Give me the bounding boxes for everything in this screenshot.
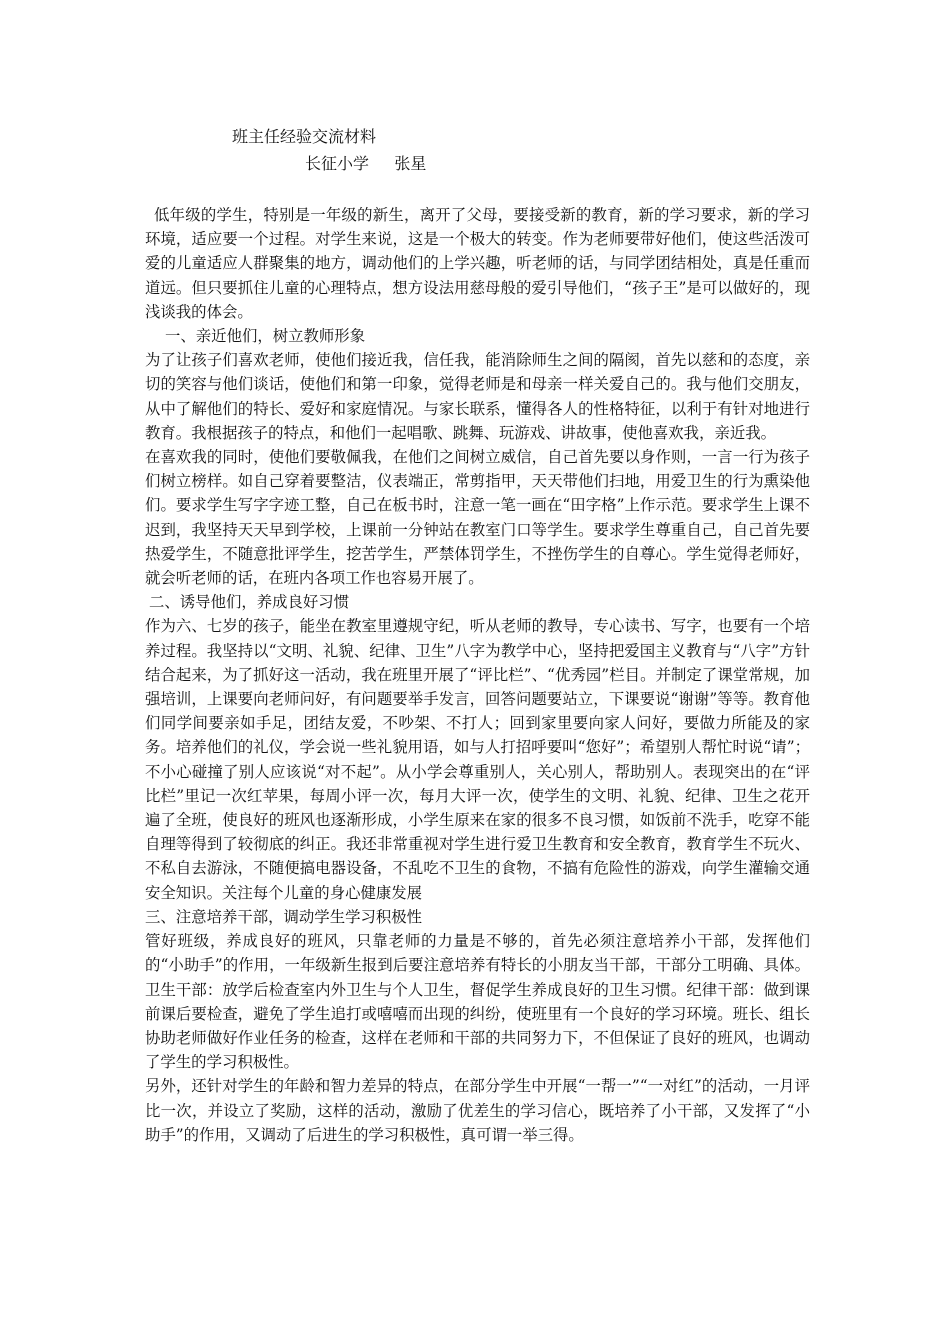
section-heading-3: 三、注意培养干部，调动学生学习积极性 [145,907,423,926]
body-paragraph: 另外，还针对学生的年龄和智力差异的特点，在部分学生中开展“一帮一”“一对红”的活动，一月评比一次，并设立了奖励，这样的活动，激励了优差生的学习信心，既培养了小干部，又发挥了“小助手”的作用，又调动了后进生的学习积极性，真可谓一举三得。 [145,1077,810,1144]
document-title: 班主任经验交流材料 [232,127,377,146]
body-paragraph: 管好班级，养成良好的班风，只靠老师的力量是不够的，首先必须注意培养小干部，发挥他们的“小助手”的作用，一年级新生报到后要注意培养有特长的小朋友当干部，干部分工明确、具体。卫生干部：放学后检查室内外卫生与个人卫生，督促学生养成良好的卫生习惯。纪律干部：做到课前课后要检查，避免了学生追打或嘻嘻而出现的纠纷，使班里有一个良好的学习环境。班长、组长协助老师做好作业任务的检查，这样在老师和干部的共同努力下，不但保证了良好的班风，也调动了学生的学习积极性。 [145,932,810,1072]
body-paragraph: 在喜欢我的同时，使他们要敬佩我，在他们之间树立威信，自己首先要以身作则，一言一行为孩子们树立榜样。如自己穿着要整洁，仪表端正，常剪指甲，天天带他们扫地，用爱卫生的行为熏染他们。要求学生写字字迹工整，自己在板书时，注意一笔一画在“田字格”上作示范。要求学生上课不迟到，我坚持天天早到学校，上课前一分钟站在教室门口等学生。要求学生尊重自己，自己首先要热爱学生，不随意批评学生，挖苦学生，严禁体罚学生，不挫伤学生的自尊心。学生觉得老师好，就会听老师的话，在班内各项工作也容易开展了。 [145,448,810,588]
section-heading-2: 二、诱导他们，养成良好习惯 [149,593,350,612]
intro-paragraph: 低年级的学生，特别是一年级的新生，离开了父母，要接受新的教育，新的学习要求，新的学习环境，适应要一个过程。对学生来说，这是一个极大的转变。作为老师要带好他们，使这些活泼可爱的儿童适应人群聚集的地方，调动他们的上学兴趣，听老师的话，与同学团结相处，真是任重而道远。但只要抓住儿童的心理特点，想方设法用慈母般的爱引导他们，“孩子王”是可以做好的，现浅谈我的体会。 [145,206,810,321]
author-line: 长征小学 张星 [305,154,427,173]
document-body [145,203,810,1147]
body-paragraph: 作为六、七岁的孩子，能坐在教室里遵规守纪，听从老师的教导，专心读书、写字，也要有一个培养过程。我坚持以“文明、礼貌、纪律、卫生”八字为教学中心，坚持把爱国主义教育与“八字”方针结合起来，为了抓好这一活动，我在班里开展了“评比栏”、“优秀园”栏目。并制定了课堂常规，加强培训，上课要向老师问好，有问题要举手发言，回答问题要站立，下课要说“谢谢”等等。教育他们同学间要亲如手足，团结友爱，不吵架、不打人；回到家里要向家人问好，要做力所能及的家务。培养他们的礼仪，学会说一些礼貌用语，如与人打招呼要叫“您好”；希望别人帮忙时说“请”；不小心碰撞了别人应该说“对不起”。从小学会尊重别人，关心别人，帮助别人。表现突出的在“评比栏”里记一次红苹果，每周小评一次，每月大评一次，使学生的文明、礼貌、纪律、卫生之花开遍了全班，使良好的班风也逐渐形成，小学生原来在家的很多不良习惯，如饭前不洗手，吃穿不能自理等得到了较彻底的纠正。我还非常重视对学生进行爱卫生教育和安全教育，教育学生不玩火、不私自去游泳，不随便搞电器设备，不乱吃不卫生的食物，不搞有危险性的游戏，向学生灌输交通安全知识。关注每个儿童的身心健康发展 [145,617,810,902]
body-paragraph: 为了让孩子们喜欢老师，使他们接近我，信任我，能消除师生之间的隔阂，首先以慈和的态度，亲切的笑容与他们谈话，使他们和第一印象，觉得老师是和母亲一样关爱自己的。我与他们交朋友，从中了解他们的特长、爱好和家庭情况。与家长联系，懂得各人的性格特征，以利于有针对地进行教育。我根据孩子的特点，和他们一起唱歌、跳舞、玩游戏、讲故事，使他喜欢我，亲近我。 [145,351,810,442]
section-heading-1: 一、亲近他们，树立教师形象 [165,327,366,346]
